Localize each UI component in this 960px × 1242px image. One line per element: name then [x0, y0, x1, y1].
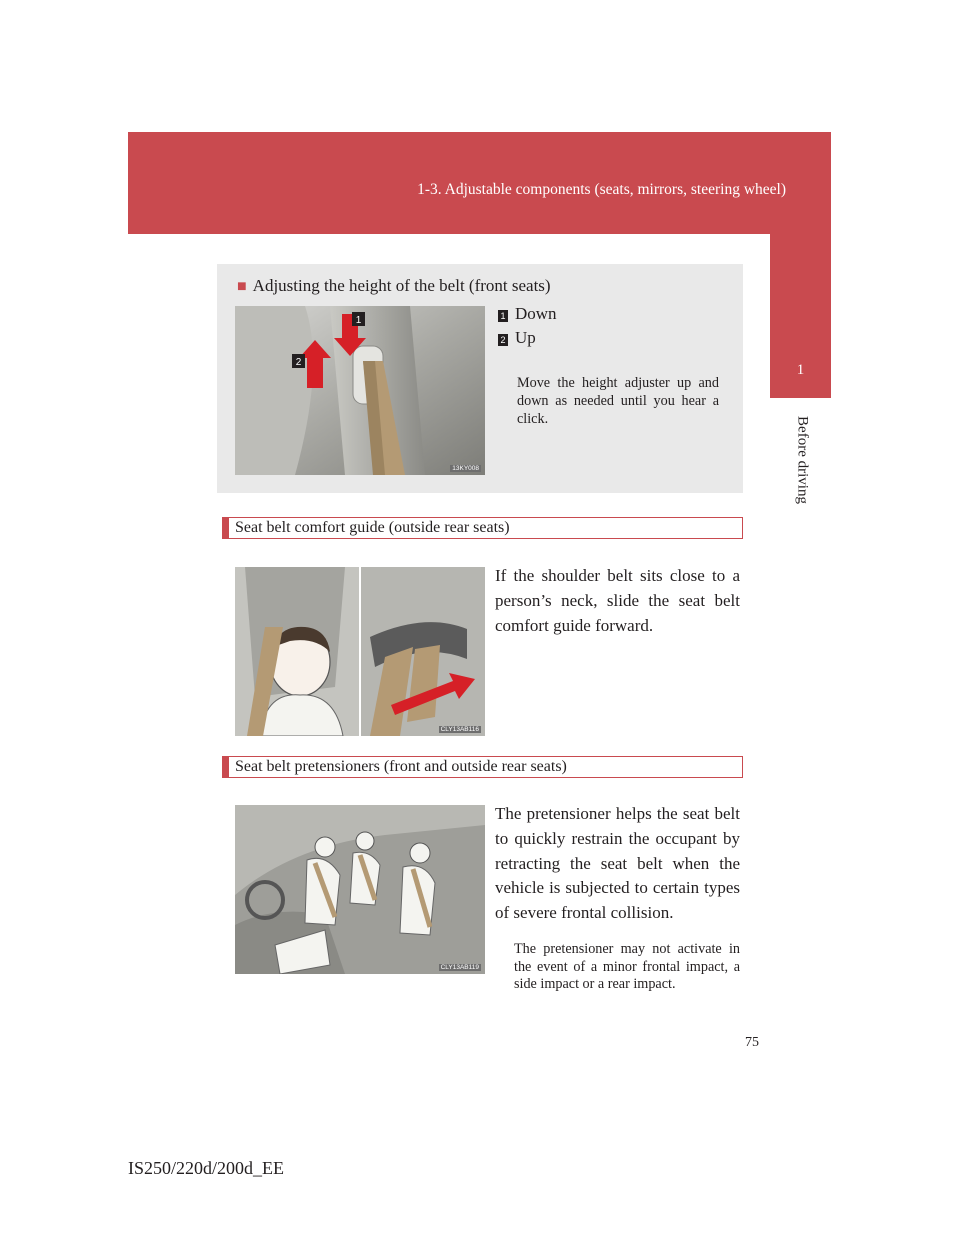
pretensioners-illustration — [235, 805, 485, 974]
belt-height-photo — [235, 306, 485, 475]
step-number-badge: 1 — [498, 310, 508, 322]
comfort-guide-heading: Seat belt comfort guide (outside rear seats) — [222, 517, 743, 539]
step-label: Up — [515, 328, 536, 347]
square-bullet-icon: ■ — [237, 278, 247, 295]
step-up — [498, 328, 536, 348]
photo-code: CLY13AB119 — [440, 964, 479, 971]
step-label: Down — [515, 304, 557, 323]
step-down — [498, 304, 557, 324]
comfort-guide-text: If the shoulder belt sits close to a person’s neck, slide the seat belt comfort guide forward. — [495, 566, 740, 635]
step-number-badge: 2 — [498, 334, 508, 346]
pretensioners-text: The pretensioner helps the seat belt to quickly restrain the occupant by retracting the seat belt when the vehicle is subjected to certain types of severe frontal collision. — [495, 804, 740, 923]
photo-code: 13KY008 — [452, 465, 479, 472]
badge-1: 1 — [355, 315, 362, 326]
belt-height-heading — [237, 276, 551, 296]
photo-code: CLY13AB116 — [440, 726, 479, 733]
pretensioners-photo — [235, 805, 485, 974]
section-title: 1-3. Adjustable components (seats, mirrors, steering wheel) — [417, 181, 786, 198]
comfort-guide-photo — [235, 567, 485, 736]
belt-height-heading-text: Adjusting the height of the belt (front seats) — [252, 276, 551, 295]
chapter-label-text: Before driving — [794, 416, 811, 504]
pretensioners-heading: Seat belt pretensioners (front and outside rear seats) — [222, 756, 743, 778]
belt-height-panel — [217, 264, 743, 493]
model-code: IS250/220d/200d_EE — [128, 1158, 284, 1178]
belt-adjuster-illustration — [235, 306, 485, 475]
chapter-number: 1 — [796, 362, 805, 378]
chapter-label — [793, 412, 811, 508]
badge-2: 2 — [295, 357, 302, 368]
page-number: 75 — [745, 1035, 759, 1050]
header-band — [128, 132, 831, 234]
chapter-tab — [770, 234, 831, 398]
belt-height-note: Move the height adjuster up and down as needed until you hear a click. — [517, 375, 719, 427]
pretensioners-note: The pretensioner may not activate in the event of a minor frontal impact, a side impact or a rear impact. — [514, 941, 740, 992]
comfort-guide-illustration — [235, 567, 485, 736]
